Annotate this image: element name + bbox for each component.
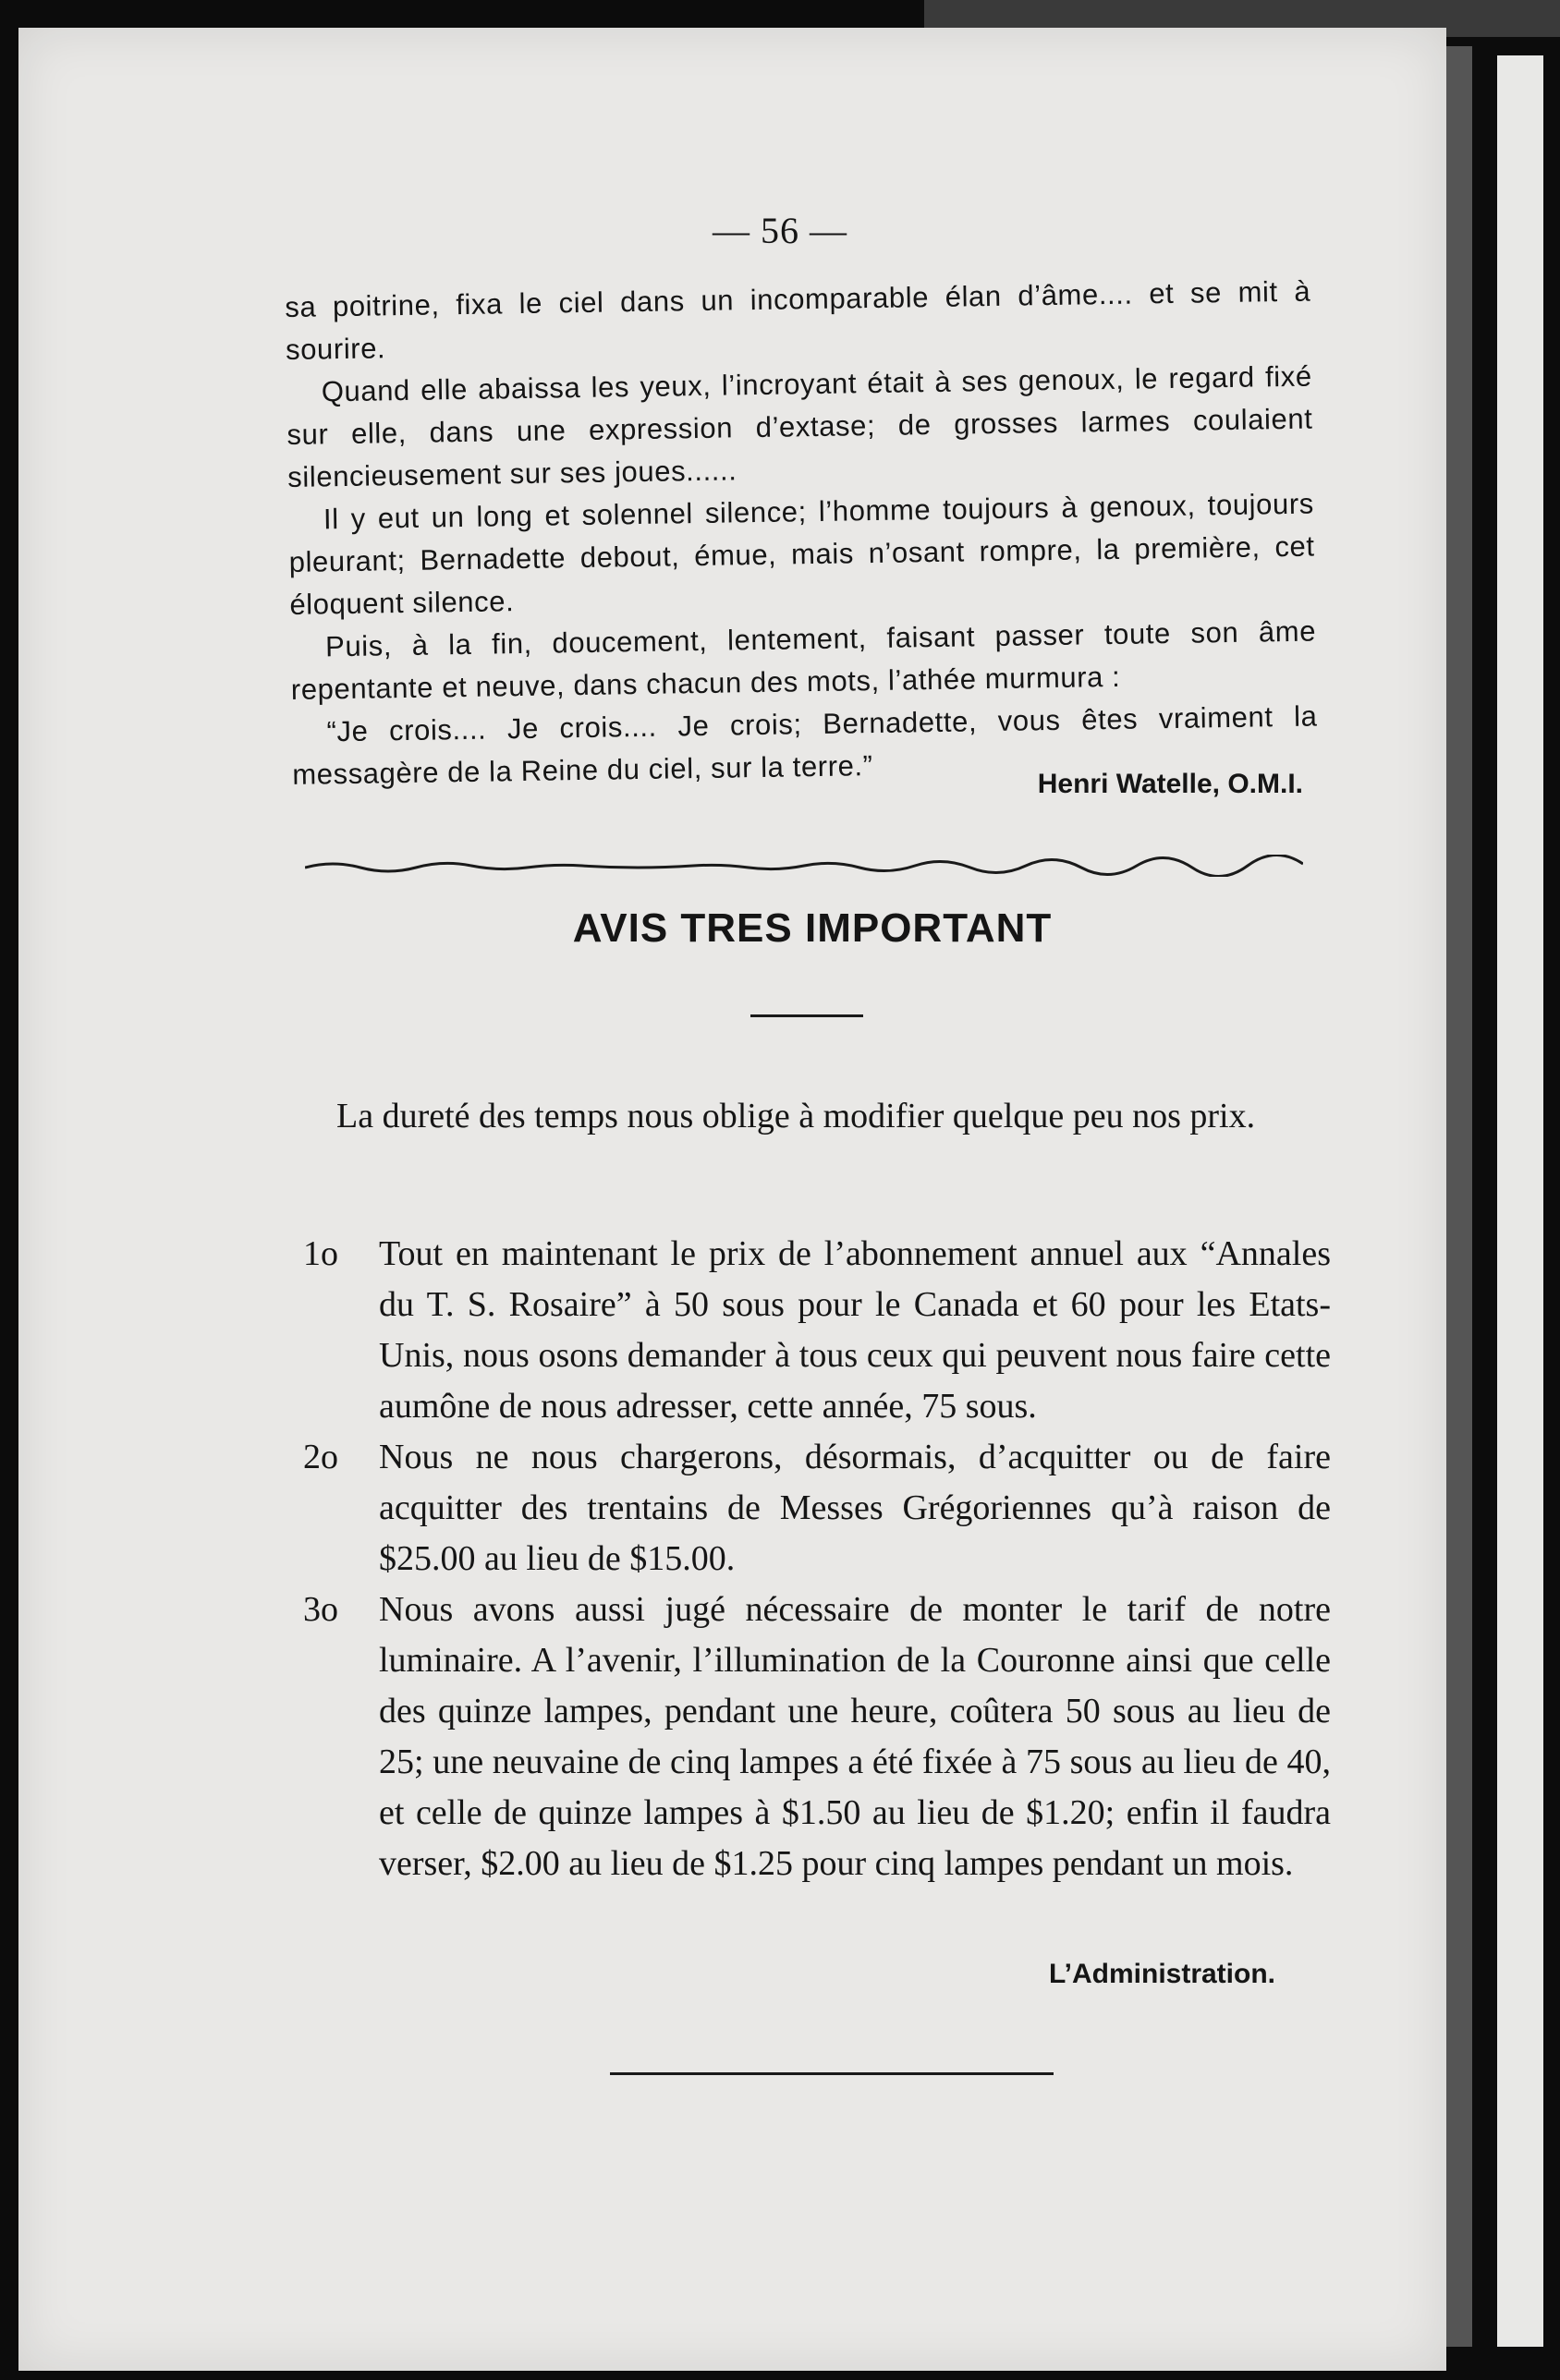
bottom-rule xyxy=(610,2072,1054,2075)
story-paragraph: sa poitrine, fixa le ciel dans un incomparable élan d’âme.... et se mit à sourire. xyxy=(285,274,1311,366)
item-number: 2o xyxy=(303,1438,338,1476)
item-text: Tout en maintenant le prix de l’abonnement annuel aux “Annales du T. S. Rosaire” à 50 sous pour le Canada et 60 pour les Etats-Unis, nous osons demander à tous ceux qui peuvent nous faire cette aumône de nous adresser, cette année, 75 sous. xyxy=(379,1234,1331,1426)
story-signature: Henri Watelle, O.M.I. xyxy=(1037,769,1303,799)
notice-signature: L’Administration. xyxy=(1048,1959,1275,1989)
story-paragraph: “Je crois.... Je crois.... Je crois; Bernadette, vous êtes vraiment la messagère de la Reine du ciel, sur la terre.” xyxy=(292,699,1318,791)
story-paragraph: Quand elle abaissa les yeux, l’incroyant était à ses genoux, le regard fixé sur elle, dans une expression d’extase; de grosses larmes coulaient silencieusement sur ses joues...... xyxy=(286,359,1313,493)
notice-title: AVIS TRES IMPORTANT xyxy=(572,905,1053,951)
item-text: Nous avons aussi jugé nécessaire de monter le tarif de notre luminaire. A l’avenir, l’illumination de la Couronne ainsi que celle des quinze lampes, pendant une heure, coûtera 50 sous au lieu de 25; une neuvaine de cinq lampes a été fixée à 75 sous au lieu de 40, et celle de quinze lampes à $1.50 au lieu de $1.20; enfin il faudra verser, $2.00 au lieu de $1.25 pour cinq lampes pendant un mois. xyxy=(379,1590,1331,1883)
scan-page-shadow xyxy=(1446,46,1472,2347)
item-text: Nous ne nous chargerons, désormais, d’acquitter ou de faire acquitter des trentains de Messes Grégoriennes qu’à raison de $25.00 au lieu de $15.00. xyxy=(379,1438,1331,1578)
notice-intro xyxy=(298,1090,1323,1142)
item-number: 1o xyxy=(303,1234,338,1273)
notice-item xyxy=(303,1229,1331,1432)
notice-intro-text: La dureté des temps nous oblige à modifier quelque peu nos prix. xyxy=(336,1097,1256,1135)
story-text xyxy=(285,271,1319,796)
wavy-divider xyxy=(305,855,1303,877)
notice-items xyxy=(303,1229,1331,1889)
item-number: 3o xyxy=(303,1590,338,1629)
page-number: — 56 — xyxy=(713,210,847,251)
story-paragraph: Puis, à la fin, doucement, lentement, faisant passer toute son âme repentante et neuve, dans chacun des mots, l’athée murmura : xyxy=(290,614,1317,706)
notice-item xyxy=(303,1432,1331,1585)
notice-item xyxy=(303,1585,1331,1889)
title-underline xyxy=(750,1014,863,1017)
story-paragraph: Il y eut un long et solennel silence; l’homme toujours à genoux, toujours pleurant; Bernadette debout, émue, mais n’osant rompre, la première, cet éloquent silence. xyxy=(288,487,1315,621)
scan-next-page-edge xyxy=(1497,55,1543,2347)
